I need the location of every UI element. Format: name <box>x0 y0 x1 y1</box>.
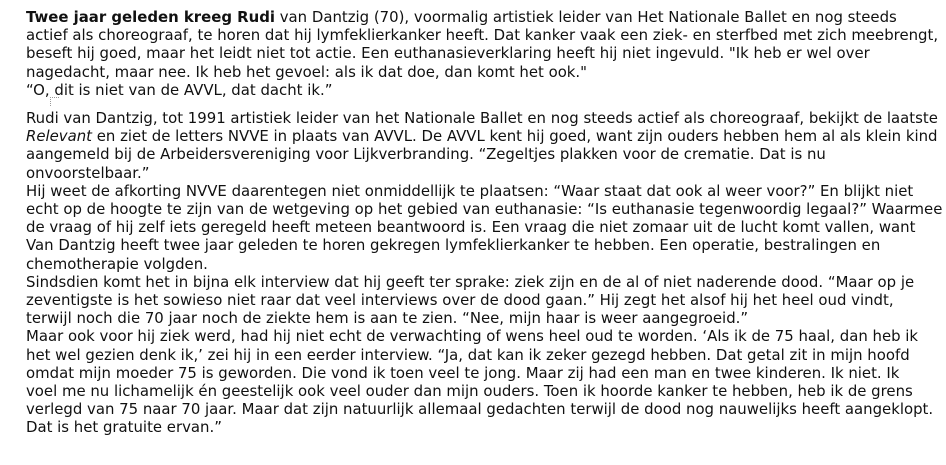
text-line: actief als choreograaf, te horen dat hij lymfeklierkanker heeft. Dat kanker vaak een ziek- en sterfbed met zich meebrengt, <box>26 26 939 45</box>
paragraph-intro <box>26 8 939 99</box>
text-line: echt op de hoogte te zijn van de wetgeving op het gebied van euthanasie: “Is euthanasie tegenwoordig legaal?” Waarmee <box>26 200 943 219</box>
text-line: onvoorstelbaar.” <box>26 163 150 182</box>
text-line: Sindsdien komt het in bijna elk interview dat hij geeft ter sprake: ziek zijn en de al of niet naderende dood. “Maar op je <box>26 272 915 291</box>
text-segment: en ziet de letters NVVE in plaats van AVVL. De AVVL kent hij goed, want zijn ouders hebben hem al als klein kind <box>92 127 938 146</box>
text-line: voel me nu lichamelijk én geestelijk ook veel ouder dan mijn ouders. Toen ik hoorde kanker te hebben, heb ik de grens <box>26 382 913 401</box>
text-line: Dat is het gratuite ervan.” <box>26 418 222 437</box>
text-line: chemotherapie volgden. <box>26 254 208 273</box>
text-line: omdat mijn moeder 75 is geworden. Die vond ik toen veel te jong. Maar zij had een man en twee kinderen. Ik niet. Ik <box>26 363 900 382</box>
text-line: zeventigste is het sowieso niet raar dat veel interviews over de dood gaan.” Hij zegt het alsof hij het heel oud vindt, <box>26 291 894 310</box>
edit-marker <box>50 97 59 106</box>
text-line: Rudi van Dantzig, tot 1991 artistiek leider van het Nationale Ballet en nog steeds actief als choreograaf, bekijkt de laatste <box>26 109 938 128</box>
lead-rest-text: van Dantzig (70), voormalig artistiek leider van Het Nationale Ballet en nog steeds <box>275 8 897 26</box>
text-line <box>26 127 936 145</box>
text-line: aangemeld bij de Arbeidersvereniging voor Lijkverbranding. “Zegeltjes plakken voor de crematie. Dat is nu <box>26 145 826 164</box>
text-line: verlegd van 75 naar 70 jaar. Maar dat zijn natuurlijk allemaal gedachten terwijl de dood nog nauwelijks heeft aangeklopt. <box>26 400 934 419</box>
text-line: Van Dantzig heeft twee jaar geleden te horen gekregen lymfeklierkanker te hebben. Een operatie, bestralingen en <box>26 236 881 255</box>
paragraph-body <box>26 109 943 437</box>
paragraph-gap <box>26 99 936 109</box>
text-line: “O, dit is niet van de AVVL, dat dacht ik.” <box>26 80 333 99</box>
lead-bold-text: Twee jaar geleden kreeg Rudi <box>26 8 276 26</box>
text-line: nagedacht, maar nee. Ik heb het gevoel: als ik dat doe, dan komt het ook." <box>26 62 588 81</box>
text-line: Hij weet de afkorting NVVE daarentegen niet onmiddellijk te plaatsen: “Waar staat dat ook al weer voor?” En blijkt niet <box>26 181 914 200</box>
magazine-title-italic: Relevant <box>26 127 93 146</box>
text-line <box>26 8 936 26</box>
text-line: de vraag of hij zelf iets geregeld heeft meteen beantwoord is. Een vraag die niet zomaar uit de lucht komt vallen, want <box>26 218 916 237</box>
text-line: terwijl noch die 70 jaar noch de ziekte hem is aan te zien. “Nee, mijn haar is weer aangegroeid.” <box>26 309 749 328</box>
text-line: het wel gezien denk ik,’ zei hij in een eerder interview. “Ja, dat kan ik zeker gezegd hebben. Dat getal zit in mijn hoofd <box>26 345 910 364</box>
text-line: beseft hij goed, maar het leidt niet tot actie. Een euthanasieverklaring heeft hij niet ingevuld. "Ik heb er wel over <box>26 44 870 63</box>
text-line: Maar ook voor hij ziek werd, had hij niet echt de verwachting of wens heel oud te worden. ‘Als ik de 75 haal, dan heb ik <box>26 327 919 346</box>
